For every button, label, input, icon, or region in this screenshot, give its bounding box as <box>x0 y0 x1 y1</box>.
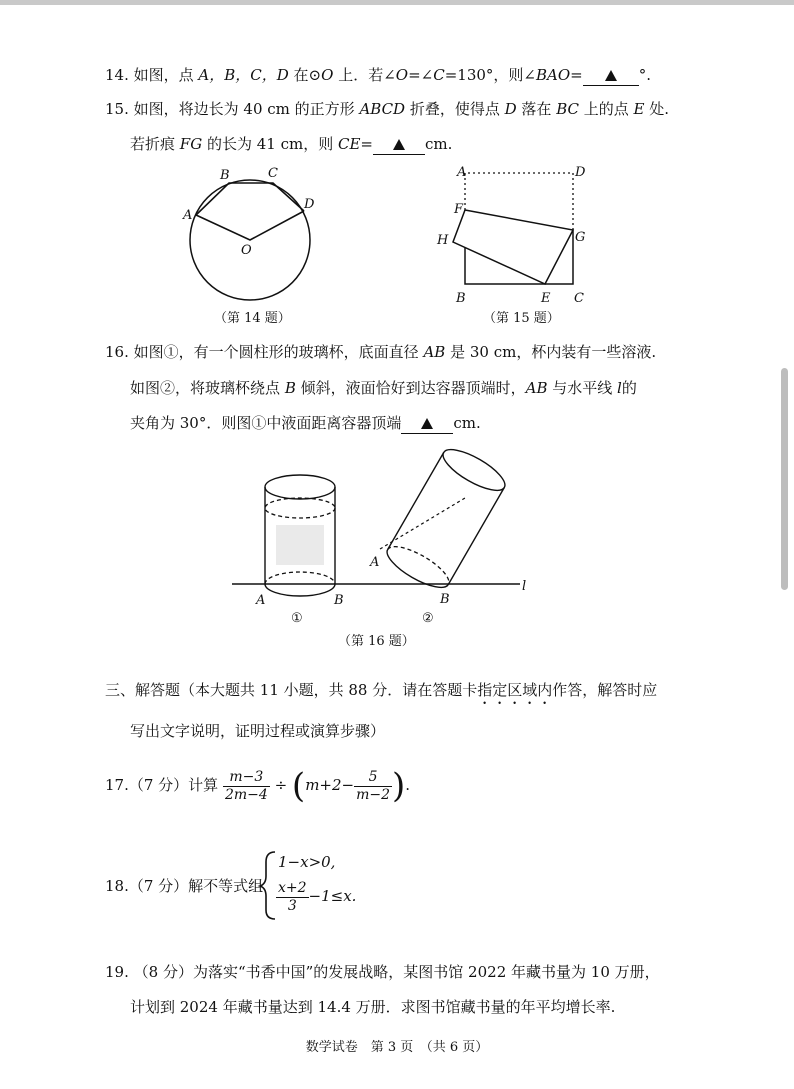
label-a: A <box>457 165 467 180</box>
label-d: D <box>575 165 586 180</box>
label-h: H <box>437 233 449 248</box>
label-a-1: A <box>256 593 266 608</box>
emphasized-text: 指定区域内 <box>477 681 553 699</box>
label-e: E <box>541 291 551 306</box>
figure-16-caption: （第 16 题） <box>338 634 415 649</box>
page-footer: 数学试卷 第 3 页 （共 6 页） <box>305 1040 489 1055</box>
inequality-1: 1−x>0, <box>278 853 336 871</box>
inequality-2: $\frac{x+2}{3}$ −1≤x. <box>278 879 357 914</box>
question-number: 18. <box>105 877 129 895</box>
question-number: 16. <box>105 343 129 361</box>
figure-14-caption: （第 14 题） <box>214 311 291 326</box>
label-figure-2: ② <box>422 611 434 626</box>
question-16-line-3: 夹角为 30°．则图①中液面距离容器顶端 cm. <box>130 414 481 432</box>
label-l: l <box>522 579 527 594</box>
fraction-x-plus-2-over-3: $\frac{x+2}{3}$ <box>278 879 307 914</box>
label-a-2: A <box>370 555 380 570</box>
label-a: A <box>183 208 193 223</box>
label-b-2: B <box>440 592 450 607</box>
question-19-line-2: 计划到 2024 年藏书量达到 14.4 万册．求图书馆藏书量的年平均增长率. <box>130 998 616 1016</box>
question-18-label: 18.（7 分）解不等式组 <box>105 877 264 895</box>
section-3-title-line-2: 写出文字说明，证明过程或演算步骤） <box>130 722 386 740</box>
label-b: B <box>456 291 466 306</box>
label-b: B <box>220 168 230 183</box>
figure-15-caption: （第 15 题） <box>483 311 560 326</box>
label-c: C <box>574 291 584 306</box>
question-14: 14. 如图，点 A，B，C，D 在⊙O 上．若∠O=∠C=130°，则∠BAO= °. <box>105 66 652 84</box>
label-o: O <box>241 243 252 258</box>
question-19-line-1: 19. （8 分）为落实“书香中国”的发展战略，某图书馆 2022 年藏书量为 10 万册， <box>105 963 660 981</box>
label-f: F <box>454 202 464 217</box>
question-number: 15. <box>105 100 129 118</box>
question-17: 17.（7 分）计算 $\frac{m-3}{2m-4}$ ÷ (m+2− $\frac{5}{m-2}$ ). <box>105 766 411 806</box>
section-3-title: 三、解答题（本大题共 11 小题，共 88 分．请在答题卡指定区域内作答，解答时应 <box>105 681 658 699</box>
label-c: C <box>268 166 278 181</box>
label-d: D <box>304 197 315 212</box>
fraction-2: $\frac{5}{m-2}$ <box>356 768 391 803</box>
question-number: 14. <box>105 66 129 84</box>
question-16-line-2: 如图②，将玻璃杯绕点 B 倾斜，液面恰好到达容器顶端时，AB 与水平线 l的 <box>130 379 637 397</box>
label-figure-1: ① <box>291 611 303 626</box>
question-16-line-1: 16. 如图①，有一个圆柱形的玻璃杯，底面直径 AB 是 30 cm，杯内装有一些溶液. <box>105 343 657 361</box>
question-number: 17. <box>105 776 129 794</box>
fraction-1: $\frac{m-3}{2m-4}$ <box>224 768 268 803</box>
question-15-line-2: 若折痕 FG 的长为 41 cm，则 CE= cm. <box>130 135 453 153</box>
label-g: G <box>575 230 586 245</box>
question-15-line-1: 15. 如图，将边长为 40 cm 的正方形 ABCD 折叠，使得点 D 落在 BC 上的点 E 处. <box>105 100 670 118</box>
label-b-1: B <box>334 593 344 608</box>
question-number: 19. <box>105 963 129 981</box>
